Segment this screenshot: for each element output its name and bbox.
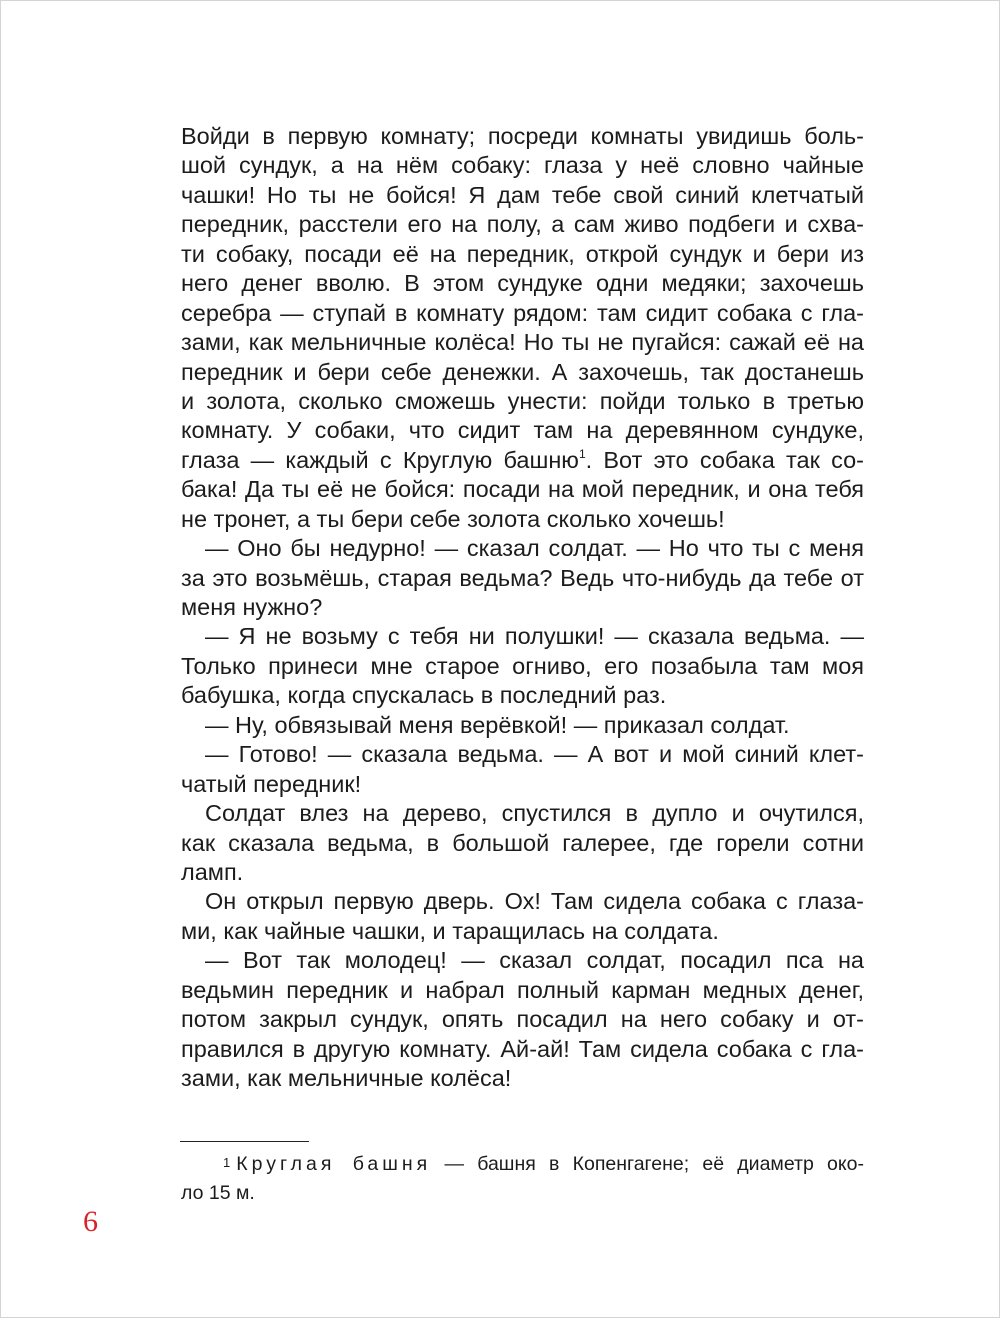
text-line: и золота, сколько сможешь унести: пойди только в третью xyxy=(181,387,864,414)
text-line: комнату. У собаки, что сидит там на деревянном сундуке, xyxy=(181,417,864,444)
footnote-line: ло 15 м. xyxy=(181,1182,255,1204)
text-line: ми, как чайные чашки, и таращилась на солдата. xyxy=(181,917,719,944)
text-line: Только принеси мне старое огниво, его позабыла там моя xyxy=(181,652,864,679)
text-line: потом закрыл сундук, опять посадил на него собаку и от- xyxy=(181,1006,864,1033)
footnote-term: Круглая башня xyxy=(236,1153,432,1175)
text-line: передник, расстели его на полу, а сам живо подбеги и схва- xyxy=(181,211,864,238)
text-segment: . Вот это собака так со- xyxy=(585,446,864,473)
text-line: не тронет, а ты бери себе золота сколько хочешь! xyxy=(181,505,725,532)
text-line: бака! Да ты её не бойся: посади на мой передник, и она тебя xyxy=(181,476,864,503)
text-line: чатый передник! xyxy=(181,770,362,797)
text-line-with-footnote-ref xyxy=(181,446,864,475)
text-line: ламп. xyxy=(181,858,244,885)
text-line: него денег вволю. В этом сундуке одни медяки; захочешь xyxy=(181,270,864,297)
text-line: — Ну, обвязывай меня верёвкой! — приказал солдат. xyxy=(205,711,790,738)
footnote-divider xyxy=(180,1141,309,1142)
body-text xyxy=(181,122,864,1093)
text-line: чашки! Но ты не бойся! Я дам тебе свой синий клетчатый xyxy=(181,181,864,208)
text-line: зами, как мельничные колёса! Но ты не пугайся: сажай её на xyxy=(181,329,864,356)
text-segment: глаза — каждый с Круглую башню xyxy=(181,446,579,473)
text-line: бабушка, когда спускалась в последний раз. xyxy=(181,682,667,709)
footnote-reference: 1 xyxy=(578,446,586,461)
footnote xyxy=(181,1150,864,1208)
footnote-text: — башня в Копенгагене; её диаметр око- xyxy=(431,1153,864,1175)
text-line: как сказала ведьма, в большой галерее, где горели сотни xyxy=(181,829,864,856)
footnote-marker: 1 xyxy=(223,1155,231,1170)
text-line: меня нужно? xyxy=(181,594,323,620)
text-line: — Я не возьму с тебя ни полушки! — сказала ведьма. — xyxy=(205,623,864,650)
text-line: — Готово! — сказала ведьма. — А вот и мой синий клет- xyxy=(205,741,864,768)
text-line: Войди в первую комнату; посреди комнаты увидишь боль- xyxy=(181,123,864,149)
text-line: шой сундук, а на нём собаку: глаза у неё словно чайные xyxy=(181,152,864,179)
text-line: — Вот так молодец! — сказал солдат, посадил пса на xyxy=(205,947,864,974)
text-line: серебра — ступай в комнату рядом: там сидит собака с гла- xyxy=(181,299,864,326)
footnote-line xyxy=(181,1150,864,1179)
text-line: Солдат влез на дерево, спустился в дупло и очутился, xyxy=(205,800,864,827)
text-line: — Оно бы недурно! — сказал солдат. — Но что ты с меня xyxy=(205,535,864,562)
text-line: передник и бери себе денежки. А захочешь, так достанешь xyxy=(181,358,864,385)
text-line: правился в другую комнату. Ай-ай! Там сидела собака с гла- xyxy=(181,1035,864,1062)
text-line: зами, как мельничные колёса! xyxy=(181,1065,512,1091)
text-line: ведьмин передник и набрал полный карман медных денег, xyxy=(181,976,864,1003)
text-line: Он открыл первую дверь. Ох! Там сидела собака с глаза- xyxy=(205,888,864,915)
text-line: ти собаку, посади её на передник, открой сундук и бери из xyxy=(181,240,864,267)
text-line: за это возьмёшь, старая ведьма? Ведь что-нибудь да тебе от xyxy=(181,564,864,591)
page-number: 6 xyxy=(83,1205,98,1238)
